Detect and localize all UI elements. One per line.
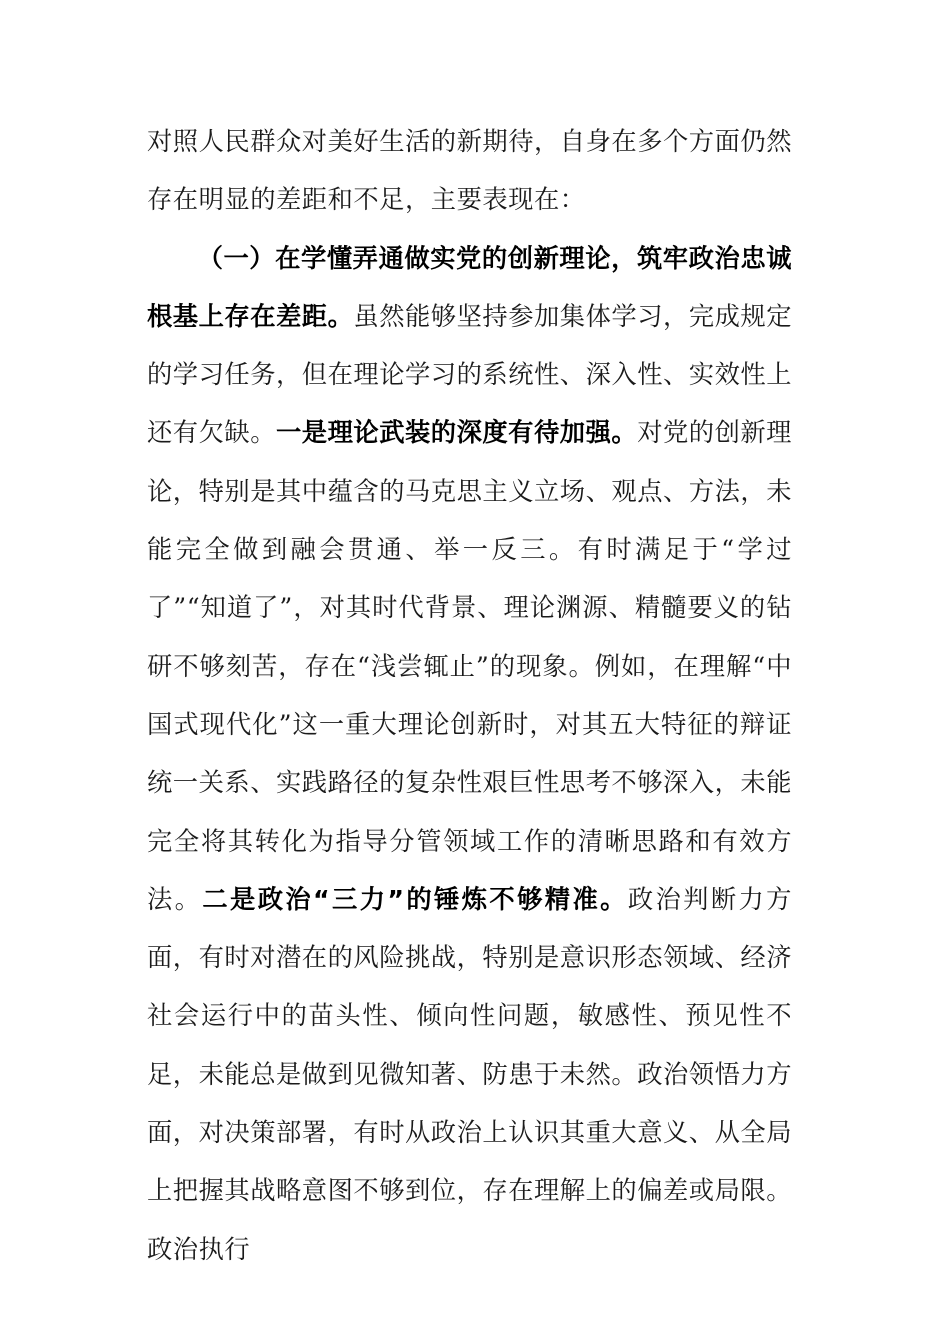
point-1-title: 一是理论武装的深度有待加强。 [276, 418, 638, 448]
document-body [147, 113, 792, 1279]
point-2-title: 二是政治“三力”的锤炼不够精准。 [202, 884, 628, 914]
intro-text: 对照人民群众对美好生活的新期待，自身在多个方面仍然存在明显的差距和不足，主要表现在： [147, 127, 792, 215]
section-1-body: 虽然能够坚持参加集体学习，完成规定的学习任务，但在理论学习的系统性、深入性、实效性上还有欠缺。 [147, 301, 792, 448]
section-1-paragraph [147, 230, 792, 1279]
intro-paragraph [147, 113, 792, 230]
point-1-body: 对党的创新理论，特别是其中蕴含的马克思主义立场、观点、方法，未能完全做到融会贯通、举一反三。有时满足于“学过了”“知道了”，对其时代背景、理论渊源、精髓要义的钻研不够刻苦，存在“浅尝辄止”的现象。例如，在理解“中国式现代化”这一重大理论创新时，对其五大特征的辩证统一关系、实践路径的复杂性艰巨性思考不够深入，未能完全将其转化为指导分管领域工作的清晰思路和有效方法。 [147, 418, 792, 914]
point-2-body: 政治判断力方面，有时对潜在的风险挑战，特别是意识形态领域、经济社会运行中的苗头性、倾向性问题，敏感性、预见性不足，未能总是做到见微知著、防患于未然。政治领悟力方面，对决策部署，有时从政治上认识其重大意义、从全局上把握其战略意图不够到位，存在理解上的偏差或局限。政治执行 [147, 884, 792, 1264]
section-1-heading: （一）在学懂弄通做实党的创新理论，筑牢政治忠诚根基上存在差距。 [147, 243, 792, 331]
